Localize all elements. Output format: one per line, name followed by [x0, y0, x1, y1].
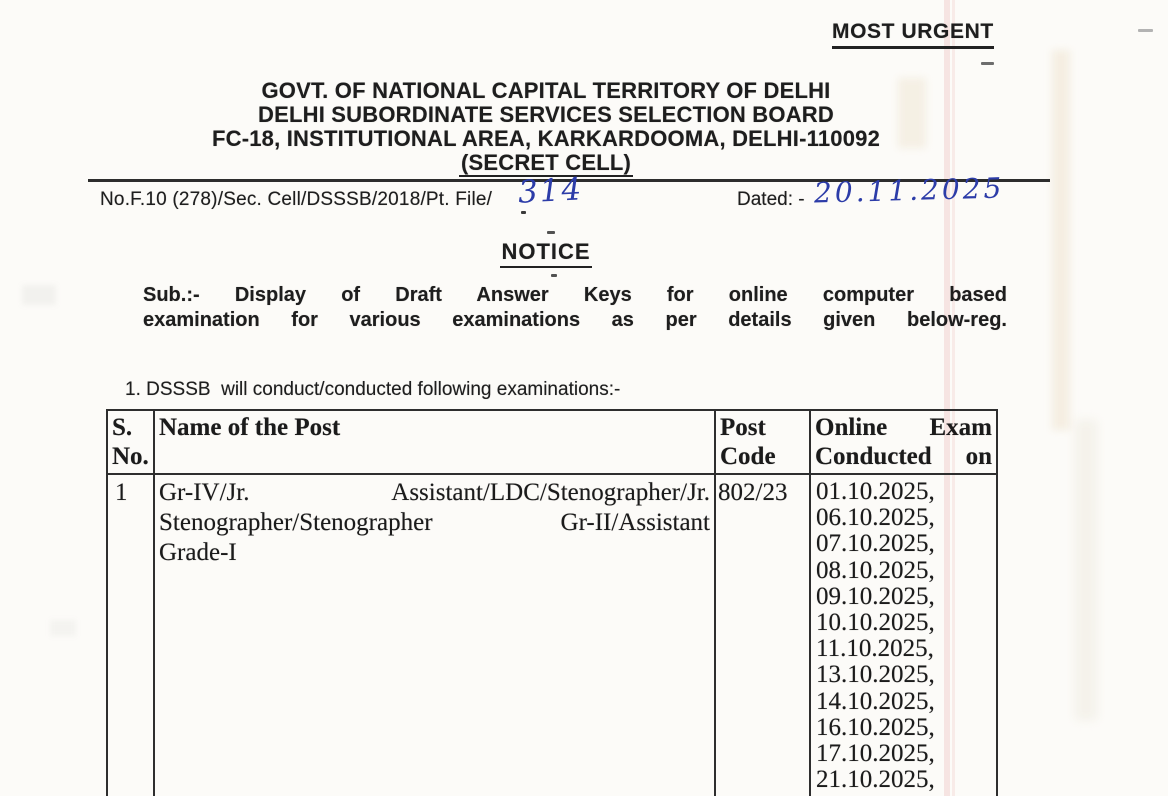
exam-date: 13.10.2025, [816, 661, 935, 689]
scan-dash-mark [1138, 29, 1153, 32]
exam-date: 09.10.2025, [816, 582, 935, 610]
file-number-text: No.F.10 (278)/Sec. Cell/DSSSB/2018/Pt. File/ [100, 189, 493, 210]
col-header-name [155, 411, 716, 475]
post-name-line: Grade-I [159, 539, 237, 566]
exam-date: 21.10.2025, [816, 766, 935, 794]
post-name-line: Stenographer/Stenographer Gr-II/Assistant [159, 509, 710, 536]
scan-streak [1052, 50, 1070, 430]
col-header-exam [811, 411, 996, 475]
scan-dash-mark [981, 62, 994, 65]
col-header-exam-line: Online Exam [815, 414, 992, 441]
col-header-sno [108, 411, 155, 475]
exam-date: 07.10.2025, [816, 530, 935, 558]
subject-line-1: Sub.:- Display of Draft Answer Keys for online computer based [143, 284, 1007, 306]
notice-title: NOTICE [500, 239, 591, 268]
exam-date: 16.10.2025, [816, 713, 935, 741]
scan-smudge [22, 285, 56, 305]
scan-dash-mark [547, 231, 555, 234]
exam-date: 17.10.2025, [816, 740, 935, 768]
col-header-sno-line: No. [112, 443, 149, 470]
col-header-sno-line: S. [112, 414, 133, 441]
exam-date: 14.10.2025, [816, 687, 935, 715]
row-post-code: 802/23 [716, 475, 811, 796]
col-header-postcode [716, 411, 811, 475]
exam-date: 06.10.2025, [816, 504, 935, 532]
org-header-line-3: FC-18, INSTITUTIONAL AREA, KARKARDOOMA, DELHI-110092 [211, 126, 881, 151]
subject-paragraph [143, 283, 1007, 333]
handwritten-file-number: 314 [517, 171, 585, 211]
row-sno: 1 [108, 475, 155, 796]
post-name-line: Gr-IV/Jr. Assistant/LDC/Stenographer/Jr. [159, 479, 710, 506]
notice-title-row [90, 239, 1002, 268]
row-exam-dates [811, 475, 996, 796]
scan-streak [1075, 420, 1097, 720]
secret-cell-label: (SECRET CELL) [460, 150, 632, 175]
col-header-postcode-line: Code [720, 443, 776, 470]
col-header-exam-line: Conducted on [815, 443, 992, 470]
subject-line-2: examination for various examinations as per details given below-reg. [143, 309, 1007, 331]
list-item-1: 1. DSSSB will conduct/conducted following examinations:- [125, 379, 621, 400]
scan-smudge [50, 620, 76, 636]
org-header-line-1: GOVT. OF NATIONAL CAPITAL TERRITORY OF DELHI [261, 78, 831, 103]
exam-date: 08.10.2025, [816, 556, 935, 584]
col-header-name-label: Name of the Post [159, 414, 341, 441]
scan-dot-mark [521, 211, 526, 214]
org-header-line-2: DELHI SUBORDINATE SERVICES SELECTION BOARD [258, 102, 834, 127]
handwritten-date: 20.11.2025 [813, 171, 1005, 210]
row-post-name [155, 475, 716, 796]
urgency-stamp: MOST URGENT [832, 20, 994, 49]
exam-date: 01.10.2025, [816, 478, 935, 505]
exams-table [106, 409, 998, 796]
exam-date: 10.10.2025, [816, 609, 935, 637]
exam-date: 11.10.2025, [816, 635, 934, 663]
org-header [90, 79, 1002, 177]
col-header-postcode-line: Post [720, 414, 766, 441]
dated-label: Dated: - [737, 189, 805, 210]
scan-dash-mark [551, 274, 557, 277]
